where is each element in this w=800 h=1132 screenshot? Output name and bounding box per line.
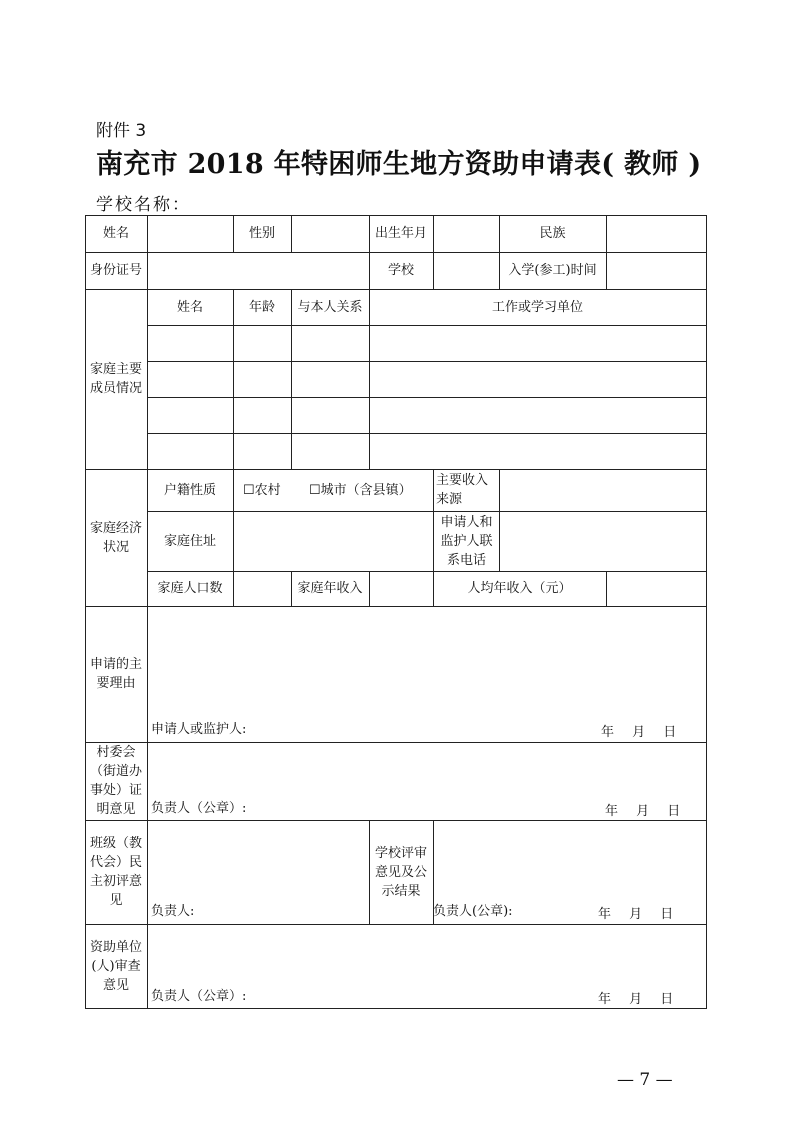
table-line <box>85 1008 707 1009</box>
table-line <box>233 469 234 511</box>
village-signer-label: 负责人（公章）: <box>151 801 247 816</box>
table-line <box>369 820 370 924</box>
school-name-label: 学校名称： <box>96 195 191 215</box>
class-review-section-label: 班级（教代会）民主初评意见 <box>89 836 142 908</box>
member-name-header: 姓名 <box>176 299 203 315</box>
id-number-label: 身份证号 <box>89 263 142 278</box>
main-income-label: 主要收入来源 <box>436 473 489 507</box>
table-line <box>85 742 707 743</box>
birth-label: 出生年月 <box>374 226 427 241</box>
family-members-section-label: 家庭主要成员情况 <box>89 362 142 396</box>
table-line <box>147 361 707 362</box>
family-economy-section-label: 家庭经济状况 <box>89 520 142 555</box>
ethnicity-label: 民族 <box>539 226 566 241</box>
table-line <box>433 215 434 289</box>
funding-review-date: 年 月 日 <box>598 992 674 1007</box>
entry-time-label: 入学(参工)时间 <box>508 263 597 278</box>
attachment-label: 附件 3 <box>96 121 147 141</box>
reason-section-label: 申请的主要理由 <box>89 657 142 691</box>
option-urban-checkbox[interactable]: ☐城市（含县镇） <box>309 482 412 498</box>
table-line <box>233 511 234 571</box>
annual-income-label: 家庭年收入 <box>297 581 363 596</box>
class-review-signer-label: 负责人: <box>151 904 195 919</box>
village-section-label: 村委会（街道办事处）证明意见 <box>89 745 142 817</box>
member-relation-header: 与本人关系 <box>297 299 363 315</box>
table-line <box>147 325 707 326</box>
gender-label: 性别 <box>248 226 275 241</box>
form-title: 南充市 2018 年特困师生地方资助申请表( 教师 ) <box>96 149 702 180</box>
household-type-label: 户籍性质 <box>163 482 216 498</box>
table-line <box>606 571 607 606</box>
page-number: — 7 — <box>617 1070 673 1090</box>
table-line <box>369 571 370 606</box>
reason-signer-label: 申请人或监护人: <box>151 722 247 737</box>
school-review-date: 年 月 日 <box>598 907 674 922</box>
funding-review-section-label: 资助单位(人)审查意见 <box>89 939 142 993</box>
table-line <box>85 606 707 607</box>
table-line <box>147 433 707 434</box>
village-date: 年 月 日 <box>605 804 681 819</box>
household-size-label: 家庭人口数 <box>157 581 223 596</box>
table-line <box>147 215 148 1009</box>
school-review-label: 学校评审意见及公示结果 <box>374 845 427 899</box>
per-capita-income-label: 人均年收入（元） <box>467 581 572 596</box>
table-line <box>233 571 234 606</box>
option-rural-checkbox[interactable]: ☐农村 <box>243 482 281 498</box>
table-line <box>706 215 707 1009</box>
address-label: 家庭住址 <box>163 533 216 549</box>
reason-date: 年 月 日 <box>601 725 677 740</box>
member-workplace-header: 工作或学习单位 <box>491 299 583 315</box>
funding-review-signer-label: 负责人（公章）: <box>151 989 247 1004</box>
table-line <box>499 469 500 571</box>
member-age-header: 年龄 <box>248 299 275 315</box>
table-line <box>85 924 707 925</box>
name-label: 姓名 <box>102 226 129 241</box>
table-line <box>147 397 707 398</box>
school-review-signer-label: 负责人(公章): <box>433 904 513 919</box>
school-label: 学校 <box>387 263 414 278</box>
table-line <box>291 215 292 252</box>
table-line <box>606 215 607 289</box>
contact-phone-label: 申请人和监护人联系电话 <box>440 514 493 568</box>
